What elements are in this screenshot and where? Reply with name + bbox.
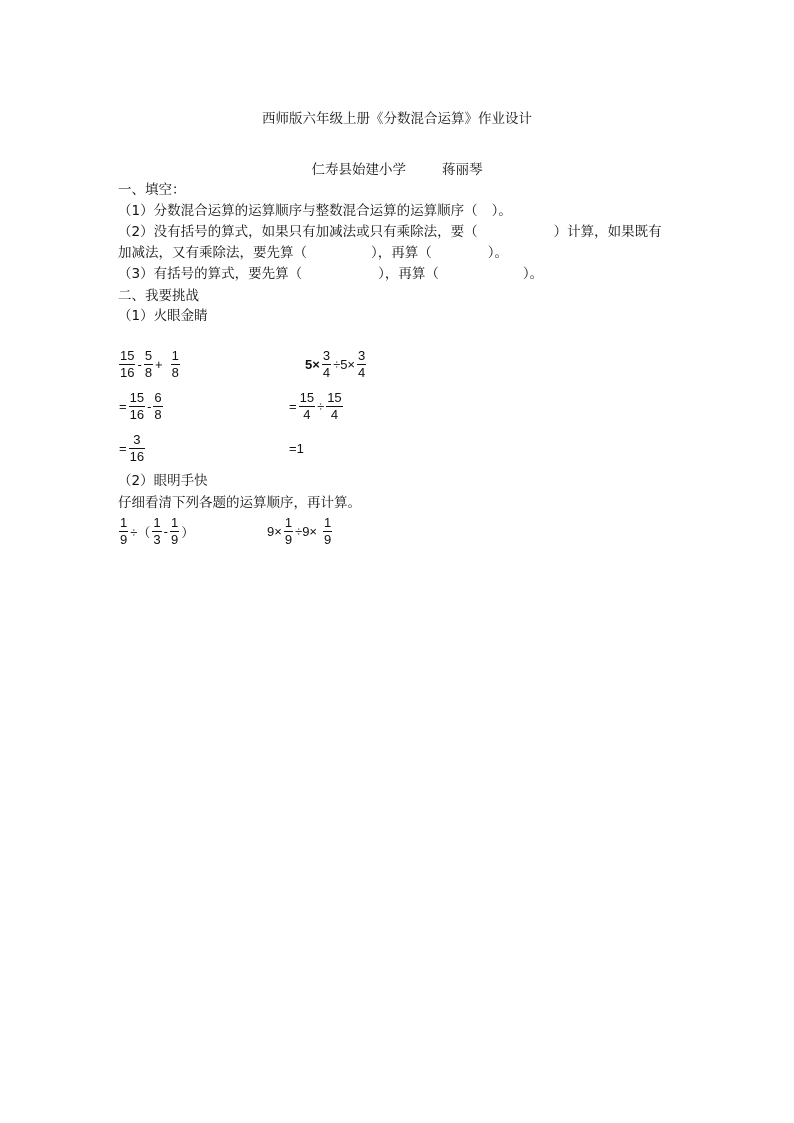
author-name: 蒋丽琴 [442,162,483,178]
fraction [357,348,366,381]
fraction [153,390,162,423]
denominator: 4 [358,365,366,380]
q1-close: ）。 [491,203,512,219]
numerator: 15 [299,390,315,405]
denominator: 8 [171,365,179,380]
denominator: 8 [144,365,153,380]
q2-part1: （2）没有括号的算式，如果只有加减法或只有乘除法，要（ [118,224,478,240]
fraction [152,515,161,548]
fraction [119,348,135,381]
expr-a1: $\frac{15}{16}$ - $\frac{5}{8}$ + $\frac{1}{8}$ [120,348,179,380]
fraction [171,348,180,381]
author-school: 仁寿县始建小学 [311,162,406,178]
section2-heading: 二、我要挑战 [118,288,199,304]
numerator: 1 [120,515,128,530]
numerator: 5 [144,348,153,363]
numerator: 6 [154,390,162,405]
fraction [129,390,145,423]
expr-a3: = $\frac{3}{16}$ [119,432,145,464]
section1-heading: 一、填空： [118,182,186,198]
numerator: 1 [324,515,332,530]
numerator: 1 [153,515,161,530]
q3-part1: （3）有括号的算式，要先算（ [118,266,303,282]
question-2-line2 [118,244,508,262]
fraction [322,348,331,381]
numerator: 1 [171,348,179,363]
numerator: 15 [129,390,145,405]
instruction: 仔细看清下列各题的运算顺序，再计算。 [118,495,361,511]
q2-part5: ）。 [487,245,508,261]
expr-d1: 9× $\frac{1}{9}$ ÷9× $\frac{1}{9}$ [267,515,332,547]
denominator: 16 [120,365,135,380]
q2-part3: 加减法，又有乘除法，要先算（ [118,245,307,261]
question-2-line1 [118,223,662,241]
numerator: 1 [284,515,293,530]
denominator: 9 [324,532,332,547]
q1-text: （1）分数混合运算的运算顺序与整数混合运算的运算顺序（ [118,203,478,219]
denominator: 4 [330,407,339,422]
denominator: 9 [284,532,293,547]
author-line [0,161,794,179]
question-1 [118,202,512,220]
q3-part3: ）。 [522,266,544,282]
expr-b1: 5× $\frac{3}{4}$ ÷5× $\frac{3}{4}$ [305,348,366,380]
numerator: 3 [133,432,141,447]
denominator: 8 [154,407,162,422]
question-3 [118,265,543,283]
expr-b2: = $\frac{15}{4}$ ÷ $\frac{15}{4}$ [289,390,342,422]
fraction [119,515,128,548]
fraction [323,515,332,548]
fraction [326,390,342,423]
expr-a2: = $\frac{15}{16}$ - $\frac{6}{8}$ [119,390,162,422]
q3-part2: ），再算（ [378,266,439,282]
fraction [144,348,153,381]
expr-b3: =1 [289,441,304,456]
q2-part2: ）计算，如果既有 [553,224,662,240]
denominator: 9 [170,532,179,547]
q2-part4: ），再算（ [371,245,432,261]
fraction [129,432,145,465]
denominator: 16 [129,449,145,464]
subsection-1: （1）火眼金睛 [118,308,208,324]
denominator: 4 [322,365,331,380]
numerator: 3 [358,348,366,363]
numerator: 15 [120,348,135,363]
fraction [284,515,293,548]
denominator: 16 [129,407,145,422]
expr-c1: $\frac{1}{9}$ ÷（ $\frac{1}{3}$ - $\frac{1}{9}$ ） [120,515,195,547]
numerator: 3 [322,348,331,363]
fraction [299,390,315,423]
fraction [170,515,179,548]
denominator: 9 [120,532,128,547]
numerator: 15 [327,390,342,405]
page-title: 西师版六年级上册《分数混合运算》作业设计 [262,111,532,127]
numerator: 1 [170,515,179,530]
denominator: 4 [303,407,311,422]
denominator: 3 [153,532,161,547]
subsection-2: （2）眼明手快 [118,473,208,489]
